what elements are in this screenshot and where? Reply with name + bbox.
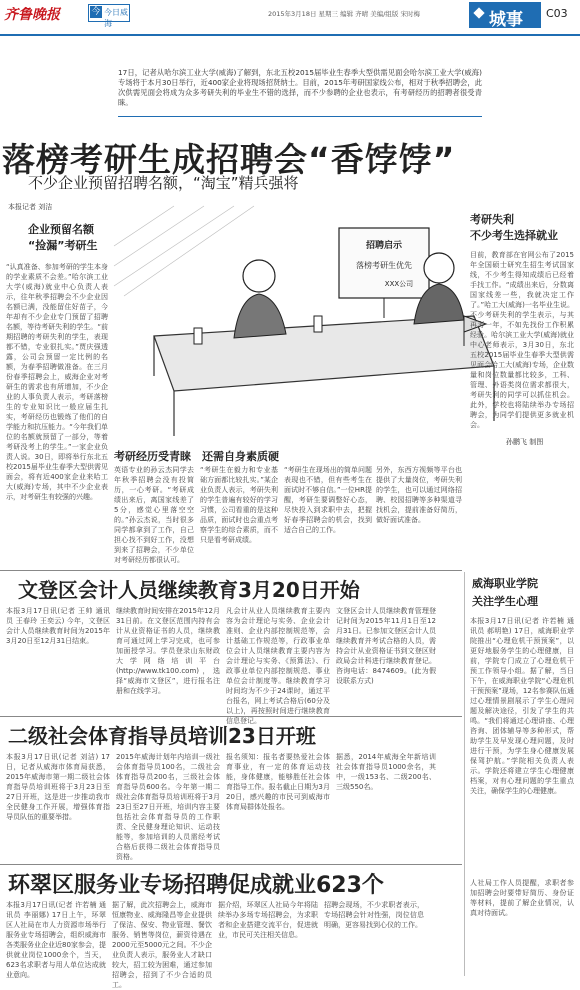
section-badge-label: 今日威海 xyxy=(104,8,128,28)
divider xyxy=(0,716,462,717)
sidebar-title-1: 考研失利 xyxy=(470,213,514,226)
article4-body-5: 人社局工作人员提醒，求职者参加招聘会时要带好简历、身份证等材料，提前了解企业情况，认真对待面试。 xyxy=(470,879,574,917)
section-tab xyxy=(469,2,541,28)
article4-body-1: 本报3月17日讯(记者 许若楠 通讯员 李丽娜) 17日上午，环翠区人社局在市人力资源市场举行服务业专场招聘会，组织威海市各类服务业企业近80家参会，提供就业岗位1000余个，当天，623名求职者与用人单位达成就业意向。 xyxy=(6,901,106,979)
sidebar-body: 目前，教育部在官网公布了2015年全国硕士研究生招生考试国家线，不少考生得知成绩后已经着手找工作。“成绩出来后，分数离国家线差一些，我就决定工作了。”哈工大(威海)一名毕业生说。不少考研失利的学生表示，与其再考一年，不如先找份工作积累经验。哈尔滨工业大学(威海)就业中心老师表示，3月30日，东北五校2015届毕业生春季大型供需见面会哈工大(威海)专场，企业数量和岗位数量都比较多，工科、管理、外语类岗位需求都很大，考研失利的同学可以抓住机会。此外，学校也将陆续举办专场招聘会，为同学们提供更多就业机会。 xyxy=(470,251,574,429)
column-divider xyxy=(464,572,465,976)
weihai-icon: 今 xyxy=(91,7,101,17)
article3-body-2: 2015年威海计划年内培训一级社会体育指导员100名，二级社会体育指导员200名，三级社会体育指导员600名。今年第一期二级社会体育指导员培训班将于3月23日至27日开班，培训内容主要包括社会体育指导员的工作职责、全民健身理论知识、运动技能等，参加培训的人员需经考试合格后获得二级社会体育指导员资格。 xyxy=(116,753,220,861)
article2-headline: 文登区会计人员继续教育3月20日开始 xyxy=(18,578,360,602)
article4-body-4: 招聘会现场，不少求职者表示，专场招聘会针对性强，岗位信息明确，更容易找到心仪的工作。 xyxy=(324,901,424,929)
left-subhead-2: “捡漏”考研生 xyxy=(28,239,98,252)
article2-body-1: 本报3月17日讯(记者 王帅 通讯员 王春玲 王奕云) 今年，文登区会计人员继续教育时间为2015年3月20日至12月31日结束。 xyxy=(6,607,110,645)
masthead-logo: 齐鲁晚报 xyxy=(4,7,60,23)
article4-body-3: 据介绍，环翠区人社局今年将陆续举办多场专场招聘会，为求职者和企业搭建交流平台，促进就业，市民可关注相关信息。 xyxy=(218,901,318,939)
mid-body-3: “考研生在现场出的简单问题表现也不错，但有些考生在面试时不够自信。”一位HR提醒，考研生要调整好心态，尽快投入到求职中去，把握好春季招聘会的机会，找到适合自己的工作。 xyxy=(284,466,372,534)
lead-paragraph: 17日，记者从哈尔滨工业大学(威海)了解到，东北五校2015届毕业生春季大型供需见面会哈尔滨工业大学(威海)专场将于本月30日举行，近400家企业将现场招贤纳士。目前，2015年考研国家线公布，相对于秋季招聘会，此次供需见面会将成为众多考研失利的毕业生不错的选择，而不少参聘的企业也表示，有考研经历的招聘者很受青睐。 xyxy=(118,68,482,107)
sidebar-title-2: 不少考生选择就业 xyxy=(470,229,558,242)
article4-body-2: 据了解，此次招聘会上，威海市恒康物业、威海隆昌等企业提供了保洁、保安、物业管理、餐饮服务、销售等岗位，薪资待遇在2000元至5000元之间。不少企业负责人表示，服务业人才缺口较大，招工较为困难，通过参加招聘会，招到了不少合适的员工。 xyxy=(112,901,212,989)
section-badge xyxy=(88,4,130,28)
article3-body-3: 报名须知：报名者要热爱社会体育事业，有一定的体育运动技能，身体健康，能够胜任社会体育指导工作。报名截止日期为3月20日，感兴趣的市民可到威海市体育局群体处报名。 xyxy=(226,753,330,811)
page-number: C03 xyxy=(546,7,568,20)
cartoon-sign-company: XXX公司 xyxy=(384,280,414,288)
cartoon-illustration xyxy=(114,206,514,446)
left-body: “认真准备、参加考研的学生本身的学业素质不会差。”哈尔滨工业大学(威海)就业中心负责人表示，往年秋季招聘会不少企业因名额已满，没能留住好苗子，今年却有不少企业专门预留了招聘名额，等待考研失利的学生。“前期招聘的考研失利的学生，表现都不错，专业很扎实。”贾庆强透露，公司会预留一定比例的名额，为春季招聘做准备。在三月份春季招聘会上，威海企业对考研生的需求也有所增加，不少企业的人事负责人表示，考研落榜生的专业知识比一般应届生扎实，考研经历也锻炼了他们的自学能力和抗压能力。“今年我们单位的名额就预留了一部分，等着考研没考上的学生。”一家企业负责人说。30日，即将举行东北五校2015届毕业生春季大型供需见面会，将有近400家企业来哈工大(威海)专场，其中不少企业表示，对考研生有较强的兴趣。 xyxy=(6,263,108,501)
article2-body-2: 继续教育时间安排在2015年12月31日前。在文登区范围内持有会计从业资格证书的人员，继续教育可通过网上学习完成，也可参加面授学习。学员登录山东财政大学网络培训平台(http://www.tk100.com)，选择“威海市文登区”，进行报名注册和在线学习。 xyxy=(116,607,220,695)
sidebar2-body: 本报3月17日讯(记者 许若楠 通讯员 郝明艳) 17日，威海职业学院推出“心理危机干预预案”，以更好地服务学生的心理健康，目前，学院专门成立了心理危机干预工作领导小组。据了解，当日下午，在威海职业学院“心理危机干预预案”现场，12名参赛队伍通过心理情景剧展示了学生心理问题及解决途径，引发了学生的共鸣。“我们将通过心理讲座、心理咨询、团体辅导等多种形式，帮助学生及早发现心理问题，及时进行干预，为学生身心健康发展保驾护航。”学院相关负责人表示。学院还将建立学生心理健康档案，对有心理问题的学生重点关注，确保学生的心理健康。 xyxy=(470,617,574,795)
article4-headline: 环翠区服务业专场招聘促成就业623个 xyxy=(8,873,384,898)
mid-title: 考研经历受青睐 还需自身素质硬 xyxy=(114,450,279,463)
article2-body-4: 文登区会计人员继续教育管理登记时间为2015年11月1日至12月31日。已参加文登区会计人员继续教育并考试合格的人员，需持会计从业资格证书到文登区财政局会计科进行继续教育登记。咨询电话：8474609。(此为假设联系方式) xyxy=(336,607,436,685)
page-header xyxy=(0,0,580,36)
mid-body-1: 英语专业的孙云杰同学去年秋季招聘会没有投简历，一心考研。“考研成绩出来后，离国家线差了5分，感觉心里落空空的。”孙云杰说，当时很多同学都拿到了工作，自己担心找不到好工作，没想到来了招聘会，不少单位对考研经历都很认可。 xyxy=(114,466,194,564)
cartoon-sign-line: 落榜考研生优先 xyxy=(356,261,412,270)
cartoon-caption: 孙鹏飞 制图 xyxy=(506,438,544,446)
byline: 本报记者 刘洁 xyxy=(8,203,53,211)
mid-body-2: “考研生在毅力和专业基础方面都比较扎实。”某企业负责人表示，考研失利的学生普遍有较好的学习习惯，公司看重的是这种品质，面试时也会重点考察学生的综合素质，而不只是看考研成绩。 xyxy=(200,466,278,544)
divider xyxy=(0,864,462,865)
section-name: 城事 xyxy=(489,10,523,30)
cartoon-sign-title: 招聘启示 xyxy=(365,241,403,251)
dateline: 2015年3月18日 星期三 编辑 齐晴 美编/组版 宋时梅 xyxy=(268,10,420,18)
divider xyxy=(118,116,482,117)
sidebar2-title-1: 威海职业学院 xyxy=(472,577,538,590)
divider xyxy=(0,570,462,571)
left-subhead-1: 企业预留名额 xyxy=(28,223,94,236)
sidebar2-title-2: 关注学生心理 xyxy=(472,595,538,608)
main-headline: 落榜考研生成招聘会“香饽饽” xyxy=(2,140,456,179)
article2-body-3: 凡会计从业人员继续教育主要内容为会计理论与实务、企业会计准则、企业内部控制规范等，会计基础工作规范等，行政事业单位会计人员继续教育主要内容为会计理论与实务、《预算法》、行政事业单位内部控制规范、事业单位会计制度等。继续教育学习时间均为不少于24课时，通过平台报名，网上考试合格后(60分及以上)，再按照时间进行继续教育信息登记。 xyxy=(226,607,330,725)
main-subheadline: 不少企业预留招聘名额，“淘宝”精兵强将 xyxy=(28,174,299,192)
article3-body-4: 据悉，2014年威海全年新培训社会体育指导员1000余名，其中，一级153名、二级200名、三级550名。 xyxy=(336,753,436,791)
article3-headline: 二级社会体育指导员培训23日开班 xyxy=(8,724,316,748)
diamond-icon xyxy=(473,7,484,18)
article3-body-1: 本报3月17日讯(记者 刘洁) 17日，记者从威海市体育局获悉，2015年威海市第一期二级社会体育指导员培训班将于3月23日至27日开班，这是进一步推动我市全民健身工作开展，增强体育指导员队伍的重要举措。 xyxy=(6,753,110,821)
mid-body-4: 另外，东西方视频等平台也提供了大量岗位，考研失利的学生，也可以通过网络招聘、校园招聘等多种渠道寻找机会，提前准备好简历，做好面试准备。 xyxy=(376,466,462,524)
